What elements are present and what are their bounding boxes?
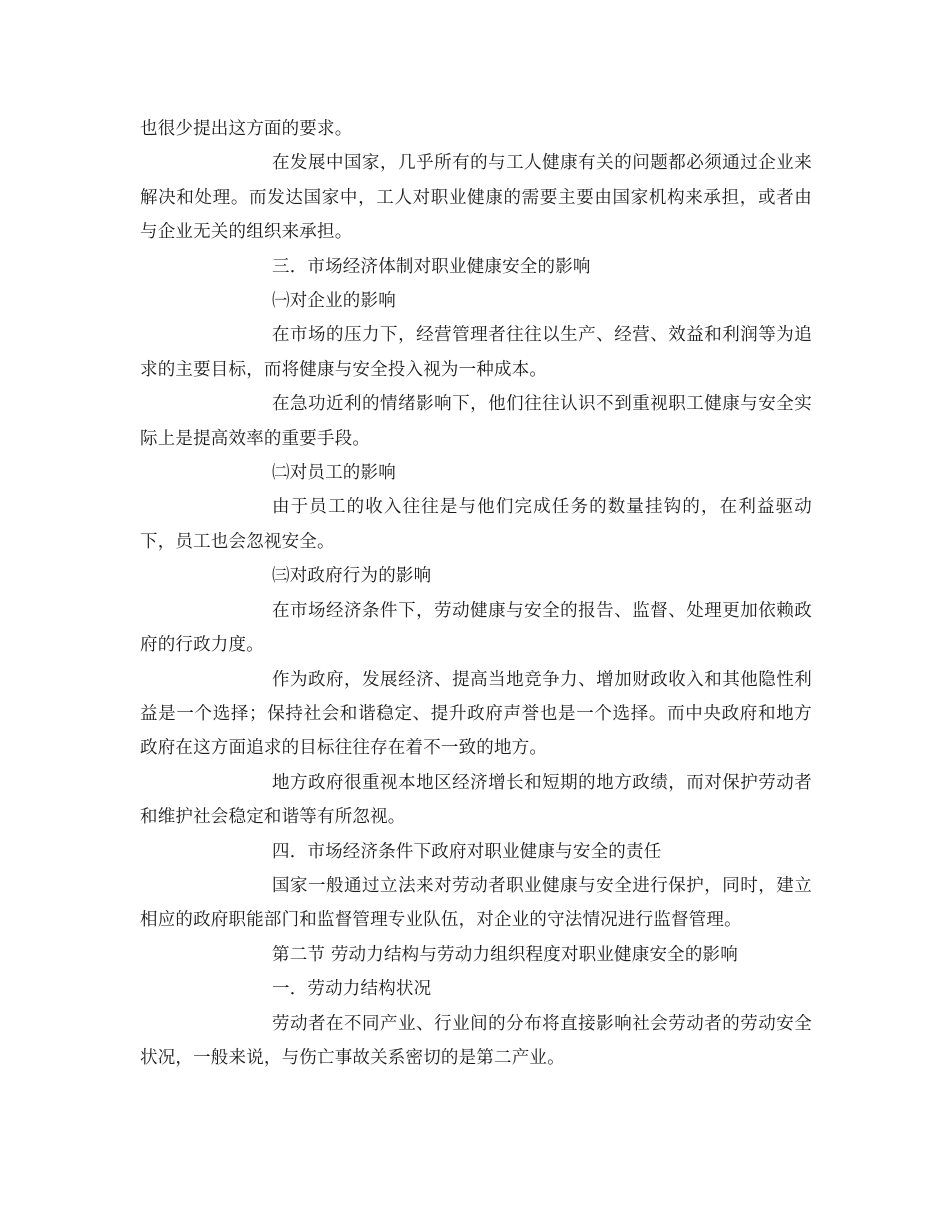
paragraph-17: 劳动者在不同产业、行业间的分布将直接影响社会劳动者的劳动安全状况，一般来说，与伤亡事故关系密切的是第二产业。 <box>140 1013 812 1068</box>
chapter-section-heading: 第二节 劳动力结构与劳动力组织程度对职业健康安全的影响 <box>272 944 738 965</box>
paragraph-2: 在发展中国家，几乎所有的与工人健康有关的问题都必须通过企业来解决和处理。而发达国家中，工人对职业健康的需要主要由国家机构来承担，或者由与企业无关的组织来承担。 <box>140 153 812 243</box>
paragraph-12: 地方政府很重视本地区经济增长和短期的地方政绩，而对保护劳动者和维护社会稳定和谐等有所忽视。 <box>140 772 812 828</box>
section-heading-1: 一．劳动力结构状况 <box>272 979 432 1000</box>
paragraph-10: 在市场经济条件下，劳动健康与安全的报告、监督、处理更加依赖政府的行政力度。 <box>140 600 812 656</box>
paragraph-14: 国家一般通过立法来对劳动者职业健康与安全进行保护，同时，建立相应的政府职能部门和监督管理专业队伍，对企业的守法情况进行监督管理。 <box>140 875 812 931</box>
paragraph-8: 由于员工的收入往往是与他们完成任务的数量挂钩的，在利益驱动下，员工也会忽视安全。 <box>140 497 812 552</box>
section-heading-4: 四．市场经济条件下政府对职业健康与安全的责任 <box>272 841 662 862</box>
paragraph-5: 在市场的压力下，经营管理者往往以生产、经营、效益和利润等为追求的主要目标，而将健康与安全投入视为一种成本。 <box>140 325 812 380</box>
subheading-government: ㈢对政府行为的影响 <box>272 566 432 587</box>
subheading-enterprise: ㈠对企业的影响 <box>272 291 396 312</box>
section-heading-3: 三．市场经济体制对职业健康安全的影响 <box>272 256 591 277</box>
paragraph-1: 也很少提出这方面的要求。 <box>140 119 353 139</box>
paragraph-11: 作为政府，发展经济、提高当地竞争力、增加财政收入和其他隐性利益是一个选择；保持社会和谐稳定、提升政府声誉也是一个选择。而中央政府和地方政府在这方面追求的目标往往存在着不一致的地方。 <box>140 669 812 759</box>
paragraph-6: 在急功近利的情绪影响下，他们往往认识不到重视职工健康与安全实际上是提高效率的重要手段。 <box>140 394 812 449</box>
subheading-employees: ㈡对员工的影响 <box>272 463 396 484</box>
document-body <box>140 112 812 1075</box>
